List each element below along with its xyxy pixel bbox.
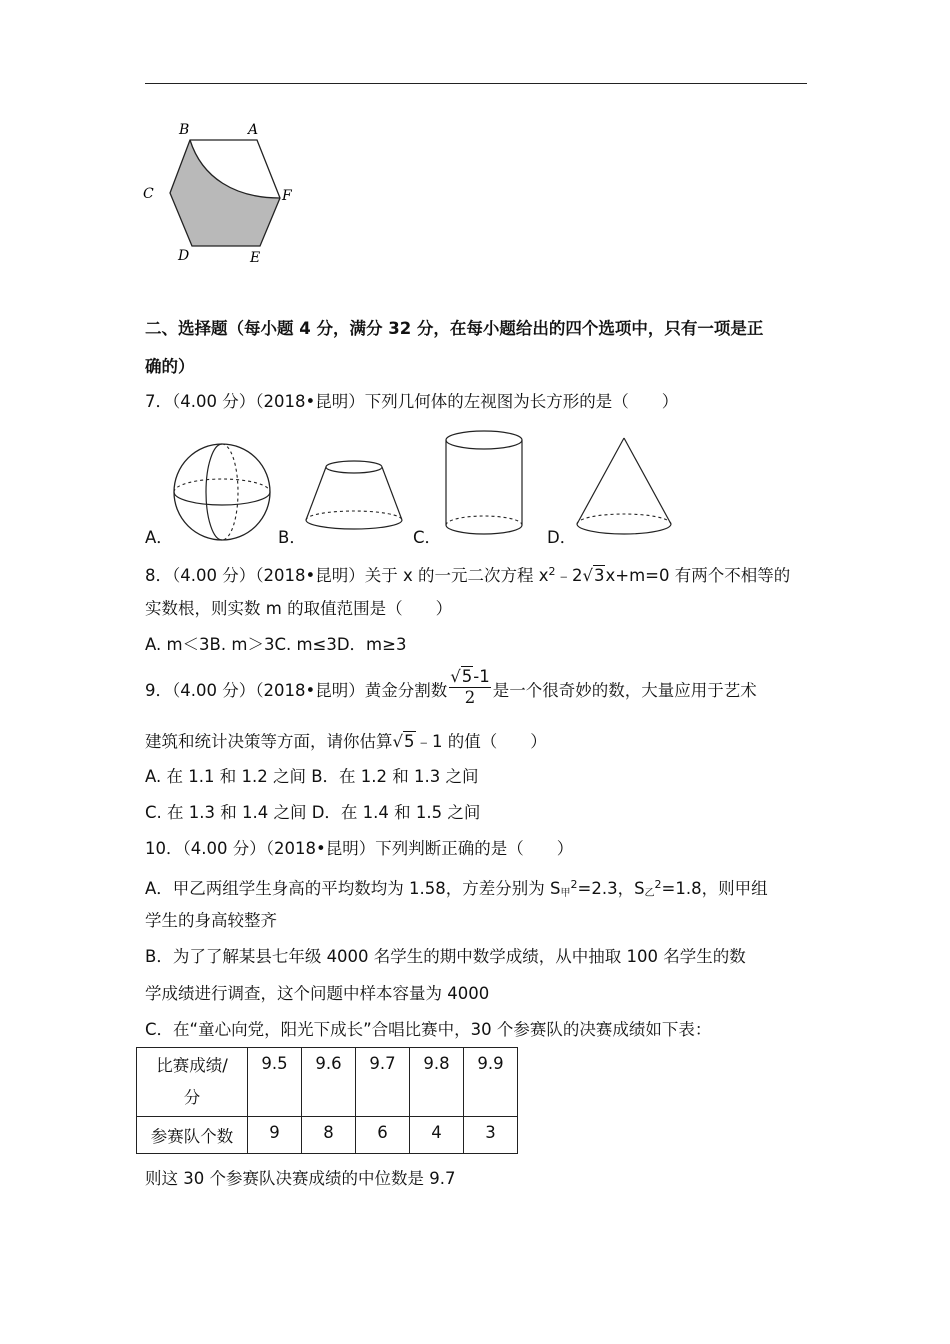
q10-a-mid: =2.3，S xyxy=(577,879,645,898)
q8-sqrt: √3 xyxy=(582,566,605,585)
q8-radicand: 3 xyxy=(593,566,605,585)
table-cell: 9.8 xyxy=(410,1048,464,1117)
table-cell: 8 xyxy=(302,1117,356,1154)
q10-option-b-line1[interactable]: B．为了了解某县七年级 4000 名学生的期中数学成绩，从中抽取 100 名学生的数 xyxy=(145,947,746,966)
q9-sqrt: √5 xyxy=(392,732,415,751)
q9-stem xyxy=(145,667,757,712)
q10-option-c-line2: 则这 30 个参赛队决赛成绩的中位数是 9.7 xyxy=(145,1169,456,1188)
q10-option-a-line1[interactable] xyxy=(145,874,768,905)
q9-line2-text: 建筑和统计决策等方面，请你估算 xyxy=(145,732,393,751)
q8-stem xyxy=(145,561,790,587)
table-cell: 9.9 xyxy=(464,1048,518,1117)
vertex-label-b: B xyxy=(179,122,190,138)
q8-stem-tail: x+m=0 有两个不相等的 xyxy=(605,566,791,585)
q9-frac-tail: -1 xyxy=(473,667,490,686)
q9-frac-den: 2 xyxy=(464,688,476,707)
q10-option-b-line2: 学成绩进行调查，这个问题中样本容量为 4000 xyxy=(145,984,490,1003)
q8-minus: ﹣2 xyxy=(555,566,583,585)
q7-option-b[interactable]: B． xyxy=(278,528,306,547)
q7-option-a[interactable]: A． xyxy=(145,528,173,547)
sphere-icon xyxy=(170,440,274,544)
table-row xyxy=(137,1048,518,1117)
q10-a-sub-yi: 乙 xyxy=(644,888,655,899)
q9-options-ab[interactable]: A. 在 1.1 和 1.2 之间 B．在 1.2 和 1.3 之间 xyxy=(145,767,479,786)
table-cell: 9.6 xyxy=(302,1048,356,1117)
q9-line2-tail: ﹣1 的值（ ） xyxy=(415,732,547,751)
vertex-label-d: D xyxy=(178,248,190,264)
table-cell: 3 xyxy=(464,1117,518,1154)
vertex-label-c: C xyxy=(143,186,154,202)
score-table xyxy=(136,1047,518,1154)
q10-option-a-line2: 学生的身高较整齐 xyxy=(145,911,277,930)
table-cell: 9.5 xyxy=(248,1048,302,1117)
q9-stem-tail: 是一个很奇妙的数，大量应用于艺术 xyxy=(492,681,757,700)
q9-line2 xyxy=(145,731,547,753)
table-row xyxy=(137,1117,518,1154)
table-cell: 9 xyxy=(248,1117,302,1154)
q10-a-sup1: 2 xyxy=(570,878,578,891)
hexagon-figure xyxy=(140,118,300,268)
table-cell: 4 xyxy=(410,1117,464,1154)
q10-option-c-line1[interactable]: C．在“童心向党，阳光下成长”合唱比赛中，30 个参赛队的决赛成绩如下表： xyxy=(145,1020,712,1039)
q9-radicand: 5 xyxy=(404,732,415,751)
q9-stem-text: 9．（4.00 分）（2018•昆明）黄金分割数 xyxy=(145,681,448,700)
q8-line2: 实数根，则实数 m 的取值范围是（ ） xyxy=(145,599,453,618)
q7-option-d[interactable]: D． xyxy=(547,528,577,547)
q8-options[interactable]: A. m＜3B. m＞3C. m≤3D．m≥3 xyxy=(145,635,407,654)
header-rule xyxy=(145,83,807,84)
vertex-label-a: A xyxy=(248,122,259,138)
q8-exponent: 2 xyxy=(548,565,556,578)
q7-option-c[interactable]: C． xyxy=(413,528,442,547)
table-header-label xyxy=(137,1048,248,1117)
q9-frac-radicand: 5 xyxy=(461,667,473,686)
header-label-line1: 比赛成绩/ xyxy=(156,1056,228,1075)
vertex-label-f: F xyxy=(282,188,292,204)
cylinder-icon xyxy=(441,428,527,540)
section-heading-line2: 确的） xyxy=(145,357,195,376)
q10-a-text: A．甲乙两组学生身高的平均数均为 1.58，方差分别为 S xyxy=(145,879,561,898)
q7-stem: 7．（4.00 分）（2018•昆明）下列几何体的左视图为长方形的是（ ） xyxy=(145,392,679,411)
q9-golden-fraction: $\frac{√5-1}{2}$ xyxy=(450,667,490,707)
q10-a-tail: =1.8，则甲组 xyxy=(661,879,768,898)
q8-stem-text: 8．（4.00 分）（2018•昆明）关于 x 的一元二次方程 x xyxy=(145,566,549,585)
section-heading-line1: 二、选择题（每小题 4 分，满分 32 分，在每小题给出的四个选项中，只有一项是正 xyxy=(145,319,764,338)
table-cell: 9.7 xyxy=(356,1048,410,1117)
q9-options-cd[interactable]: C. 在 1.3 和 1.4 之间 D．在 1.4 和 1.5 之间 xyxy=(145,803,481,822)
header-label-line2: 分 xyxy=(183,1088,201,1107)
vertex-label-e: E xyxy=(250,250,261,266)
q10-a-sup2: 2 xyxy=(654,878,662,891)
q10-a-sub-jia: 甲 xyxy=(560,888,571,899)
table-row-label: 参赛队个数 xyxy=(137,1117,248,1154)
frustum-icon xyxy=(302,458,406,532)
cone-icon xyxy=(574,434,674,540)
q10-stem: 10．（4.00 分）（2018•昆明）下列判断正确的是（ ） xyxy=(145,839,574,858)
table-cell: 6 xyxy=(356,1117,410,1154)
